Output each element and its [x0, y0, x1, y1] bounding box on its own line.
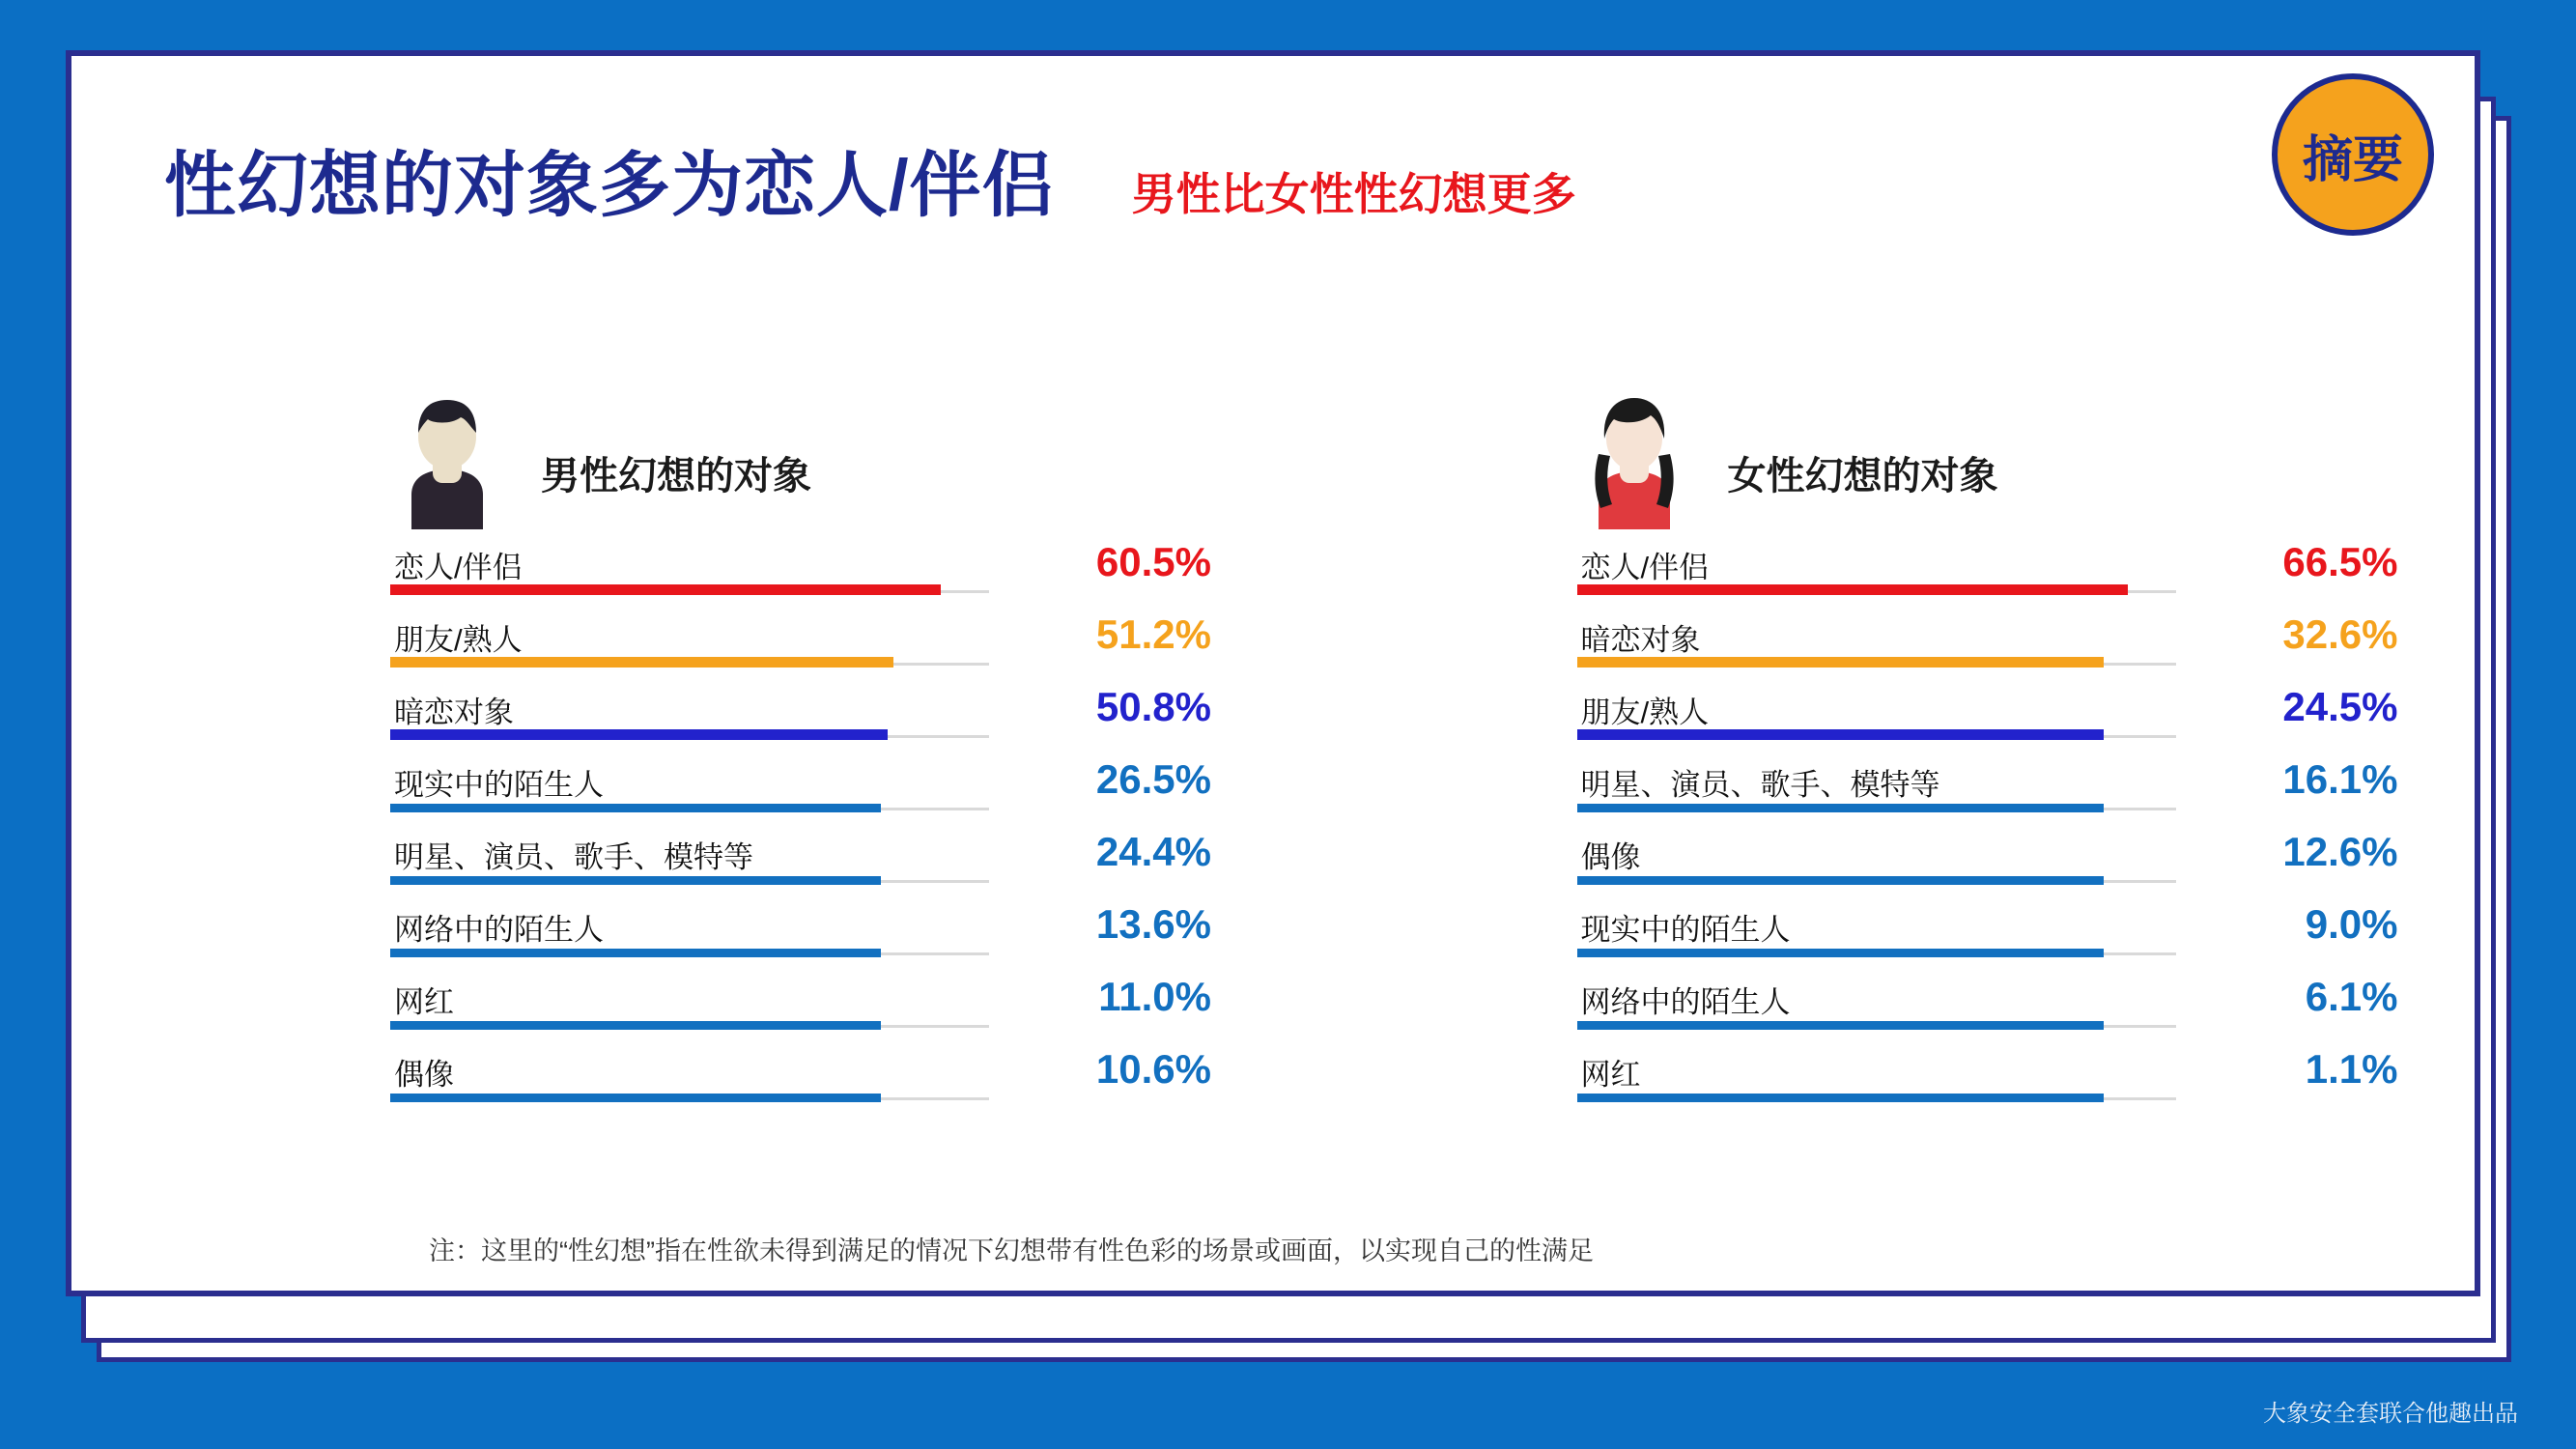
- bar-fill: [390, 584, 941, 595]
- row-value: 6.1%: [2305, 974, 2398, 1019]
- row-value: 16.1%: [2282, 756, 2398, 802]
- bar-area: [1577, 1046, 2176, 1114]
- bar-area: [1577, 684, 2176, 752]
- bar-fill: [1577, 1094, 2105, 1102]
- badge-label: 摘要: [2302, 131, 2403, 188]
- bar-fill: [390, 657, 893, 668]
- charts-container: [71, 375, 2576, 1119]
- row-label: 恋人/伴侣: [1580, 551, 1710, 584]
- row-label: 现实中的陌生人: [1580, 913, 1791, 947]
- table-row: [390, 611, 1356, 684]
- bar-fill: [1577, 657, 2105, 668]
- row-label: 网红: [394, 985, 454, 1019]
- bar-fill: [390, 949, 881, 957]
- bar-fill: [390, 804, 881, 812]
- bar-area: [390, 901, 989, 969]
- row-value: 24.5%: [2282, 684, 2398, 729]
- bar-fill: [390, 1021, 881, 1030]
- row-label: 网络中的陌生人: [394, 913, 604, 947]
- row-value: 13.6%: [1095, 901, 1211, 947]
- bar-fill: [1577, 949, 2105, 957]
- summary-badge: [2272, 73, 2434, 236]
- main-card: [66, 50, 2480, 1296]
- row-label: 暗恋对象: [1580, 623, 1701, 657]
- female-avatar-icon: [1577, 394, 1691, 529]
- brand-footer: 大象安全套联合他趣出品: [2263, 1401, 2518, 1427]
- footnote: 注：这里的“性幻想”指在性欲未得到满足的情况下幻想带有性色彩的场景或画面，以实现自己的性满足: [429, 1236, 1594, 1265]
- row-label: 朋友/熟人: [394, 623, 523, 657]
- chart-female-rows: [1577, 539, 2543, 1119]
- bar-area: [390, 539, 989, 607]
- table-row: [390, 684, 1356, 756]
- table-row: [390, 901, 1356, 974]
- table-row: [390, 1046, 1356, 1119]
- bar-area: [390, 974, 989, 1041]
- row-value: 1.1%: [2305, 1046, 2398, 1092]
- chart-female-title: 女性幻想的对象: [1727, 455, 1998, 497]
- bar-area: [390, 1046, 989, 1114]
- table-row: [1577, 611, 2543, 684]
- bar-fill: [390, 1094, 881, 1102]
- bar-area: [1577, 901, 2176, 969]
- row-label: 网络中的陌生人: [1580, 985, 1791, 1019]
- table-row: [1577, 756, 2543, 829]
- row-value: 24.4%: [1095, 829, 1211, 874]
- row-value: 51.2%: [1095, 611, 1211, 657]
- row-value: 11.0%: [1098, 974, 1211, 1019]
- table-row: [390, 974, 1356, 1046]
- chart-female: [1577, 375, 2576, 1119]
- table-row: [390, 756, 1356, 829]
- row-label: 朋友/熟人: [1580, 696, 1710, 729]
- table-row: [390, 829, 1356, 901]
- row-label: 偶像: [394, 1058, 454, 1092]
- bar-area: [1577, 829, 2176, 896]
- row-label: 偶像: [1580, 840, 1641, 874]
- row-value: 60.5%: [1095, 539, 1211, 584]
- bar-fill: [390, 876, 881, 885]
- table-row: [1577, 829, 2543, 901]
- bar-area: [390, 829, 989, 896]
- row-label: 暗恋对象: [394, 696, 514, 729]
- page-subtitle: 男性比女性性幻想更多: [1131, 169, 1576, 219]
- table-row: [1577, 901, 2543, 974]
- chart-male: [390, 375, 1461, 1119]
- chart-male-title: 男性幻想的对象: [541, 455, 811, 497]
- row-label: 网红: [1580, 1058, 1641, 1092]
- chart-male-rows: [390, 539, 1356, 1119]
- table-row: [1577, 539, 2543, 611]
- row-label: 明星、演员、歌手、模特等: [1580, 768, 1940, 802]
- table-row: [1577, 1046, 2543, 1119]
- table-row: [1577, 684, 2543, 756]
- row-value: 10.6%: [1095, 1046, 1211, 1092]
- row-value: 9.0%: [2305, 901, 2398, 947]
- row-value: 50.8%: [1095, 684, 1211, 729]
- chart-female-header: [1577, 375, 2576, 529]
- table-row: [1577, 974, 2543, 1046]
- bar-fill: [1577, 804, 2105, 812]
- table-row: [390, 539, 1356, 611]
- male-avatar-icon: [390, 394, 504, 529]
- row-label: 明星、演员、歌手、模特等: [394, 840, 753, 874]
- bar-area: [390, 756, 989, 824]
- bar-fill: [1577, 729, 2105, 740]
- row-value: 32.6%: [2282, 611, 2398, 657]
- row-label: 现实中的陌生人: [394, 768, 604, 802]
- bar-area: [390, 611, 989, 679]
- row-label: 恋人/伴侣: [394, 551, 523, 584]
- bar-fill: [1577, 584, 2128, 595]
- bar-fill: [390, 729, 888, 740]
- page-title: 性幻想的对象多为恋人/伴侣: [164, 145, 1055, 225]
- bar-area: [1577, 974, 2176, 1041]
- bar-fill: [1577, 1021, 2105, 1030]
- bar-area: [1577, 539, 2176, 607]
- row-value: 26.5%: [1095, 756, 1211, 802]
- row-value: 66.5%: [2282, 539, 2398, 584]
- bar-area: [1577, 611, 2176, 679]
- bar-fill: [1577, 876, 2105, 885]
- row-value: 12.6%: [2282, 829, 2398, 874]
- header: [164, 128, 1576, 231]
- bar-area: [1577, 756, 2176, 824]
- chart-male-header: [390, 375, 1461, 529]
- bar-area: [390, 684, 989, 752]
